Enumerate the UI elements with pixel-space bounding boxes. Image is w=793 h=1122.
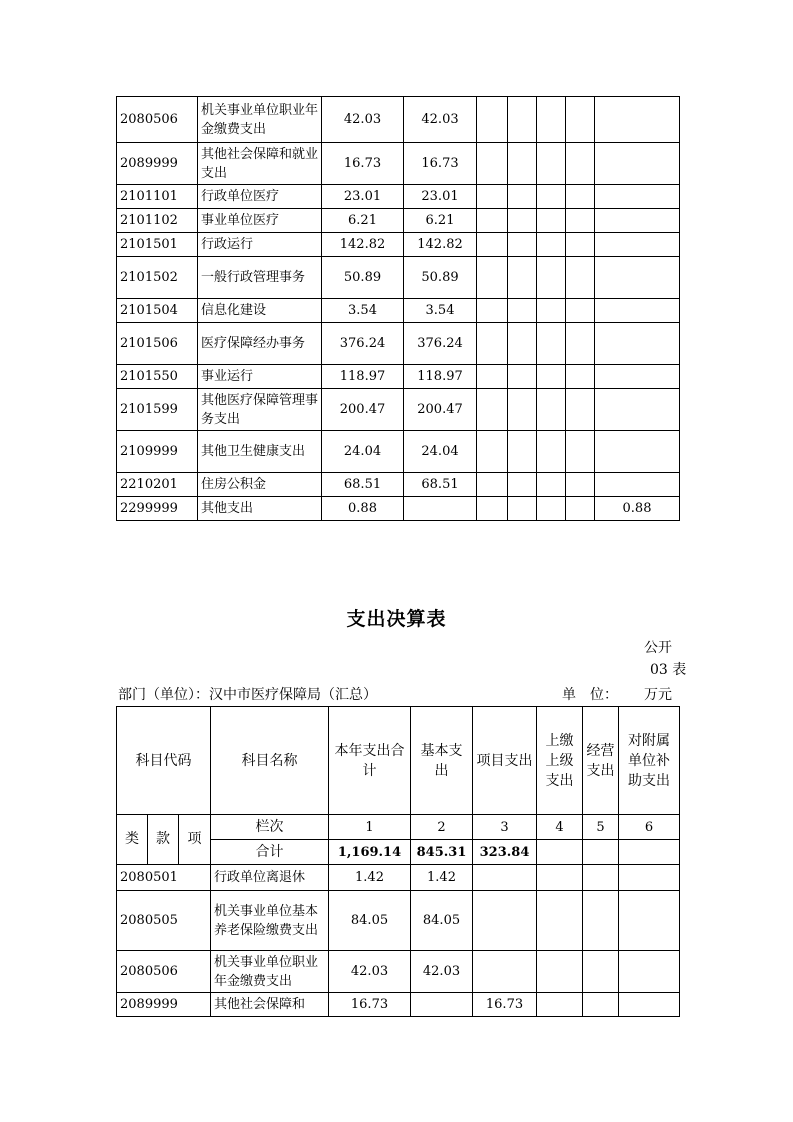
cell-total: 3.54 <box>322 299 404 323</box>
cell-subsidy <box>619 951 680 993</box>
header-code: 科目代码 <box>117 707 211 815</box>
header-upper: 上缴上级支出 <box>537 707 583 815</box>
cell-code: 2089999 <box>117 143 198 185</box>
cell-c7 <box>537 497 566 521</box>
column-index-6: 6 <box>619 815 680 840</box>
cell-c6 <box>508 431 537 473</box>
cell-c5 <box>477 473 508 497</box>
cell-c9 <box>595 365 680 389</box>
cell-name: 其他卫生健康支出 <box>198 431 322 473</box>
cell-c5 <box>477 97 508 143</box>
cell-c6 <box>508 185 537 209</box>
cell-c9 <box>595 209 680 233</box>
cell-subsidy <box>619 865 680 891</box>
cell-business <box>583 993 619 1017</box>
sum-total: 1,169.14 <box>329 840 411 865</box>
cell-c8 <box>566 143 595 185</box>
cell-code: 2080505 <box>117 891 211 951</box>
cell-c8 <box>566 497 595 521</box>
table-row <box>117 389 680 431</box>
cell-c6 <box>508 257 537 299</box>
cell-basic: 42.03 <box>404 97 477 143</box>
cell-name: 机关事业单位基本养老保险缴费支出 <box>211 891 329 951</box>
table-row <box>117 209 680 233</box>
cell-basic: 50.89 <box>404 257 477 299</box>
cell-c9: 0.88 <box>595 497 680 521</box>
cell-c6 <box>508 323 537 365</box>
cell-basic <box>404 497 477 521</box>
cell-total: 68.51 <box>322 473 404 497</box>
cell-c7 <box>537 299 566 323</box>
cell-code: 2101101 <box>117 185 198 209</box>
column-index-1: 1 <box>329 815 411 840</box>
cell-c5 <box>477 299 508 323</box>
table-row <box>117 97 680 143</box>
cell-c7 <box>537 257 566 299</box>
cell-code: 2080501 <box>117 865 211 891</box>
cell-c5 <box>477 233 508 257</box>
table-row <box>117 431 680 473</box>
cell-basic: 84.05 <box>411 891 473 951</box>
cell-c8 <box>566 323 595 365</box>
cell-total: 200.47 <box>322 389 404 431</box>
cell-c5 <box>477 365 508 389</box>
cell-c6 <box>508 473 537 497</box>
cell-total: 16.73 <box>329 993 411 1017</box>
column-index-4: 4 <box>537 815 583 840</box>
cell-code: 2101502 <box>117 257 198 299</box>
cell-basic: 42.03 <box>411 951 473 993</box>
cell-c5 <box>477 389 508 431</box>
cell-total: 84.05 <box>329 891 411 951</box>
continued-expense-table <box>116 96 680 521</box>
cell-code: 2299999 <box>117 497 198 521</box>
table-row <box>117 951 680 993</box>
cell-code: 2101102 <box>117 209 198 233</box>
cell-c5 <box>477 257 508 299</box>
header-total: 本年支出合计 <box>329 707 411 815</box>
cell-c9 <box>595 185 680 209</box>
cell-total: 23.01 <box>322 185 404 209</box>
cell-c8 <box>566 431 595 473</box>
cell-name: 机关事业单位职业年金缴费支出 <box>198 97 322 143</box>
cell-name: 行政单位医疗 <box>198 185 322 209</box>
cell-name: 机关事业单位职业年金缴费支出 <box>211 951 329 993</box>
cell-project <box>473 951 537 993</box>
cell-c6 <box>508 233 537 257</box>
cell-basic: 1.42 <box>411 865 473 891</box>
table-row <box>117 891 680 951</box>
cell-total: 118.97 <box>322 365 404 389</box>
cell-c7 <box>537 185 566 209</box>
cell-c9 <box>595 389 680 431</box>
cell-business <box>583 891 619 951</box>
cell-c7 <box>537 431 566 473</box>
table-number: 03 表 <box>650 662 687 678</box>
cell-c6 <box>508 209 537 233</box>
cell-name: 其他社会保障和 <box>211 993 329 1017</box>
table-row <box>117 233 680 257</box>
cell-c9 <box>595 233 680 257</box>
unit-label: 单 位： <box>562 687 618 703</box>
cell-c5 <box>477 209 508 233</box>
cell-total: 42.03 <box>329 951 411 993</box>
column-index-3: 3 <box>473 815 537 840</box>
table-row <box>117 365 680 389</box>
cell-name: 其他社会保障和就业支出 <box>198 143 322 185</box>
cell-name: 信息化建设 <box>198 299 322 323</box>
cell-code: 2089999 <box>117 993 211 1017</box>
expenditure-table <box>116 706 680 1017</box>
cell-c5 <box>477 323 508 365</box>
column-index-5: 5 <box>583 815 619 840</box>
cell-c8 <box>566 233 595 257</box>
cell-name: 行政单位离退休 <box>211 865 329 891</box>
cell-basic: 142.82 <box>404 233 477 257</box>
cell-business <box>583 951 619 993</box>
cell-c8 <box>566 257 595 299</box>
cell-c9 <box>595 473 680 497</box>
cell-c9 <box>595 143 680 185</box>
cell-upper <box>537 951 583 993</box>
cell-name: 医疗保障经办事务 <box>198 323 322 365</box>
cell-basic: 23.01 <box>404 185 477 209</box>
department-label: 部门（单位）：汉中市医疗保障局（汇总） <box>118 687 377 703</box>
header-kuan: 款 <box>148 815 179 865</box>
cell-c7 <box>537 143 566 185</box>
cell-upper <box>537 993 583 1017</box>
cell-c7 <box>537 473 566 497</box>
cell-basic <box>411 993 473 1017</box>
cell-total: 0.88 <box>322 497 404 521</box>
cell-basic: 3.54 <box>404 299 477 323</box>
cell-total: 1.42 <box>329 865 411 891</box>
header-xiang: 项 <box>179 815 211 865</box>
cell-code: 2080506 <box>117 951 211 993</box>
public-label: 公开 <box>644 640 672 656</box>
cell-basic: 200.47 <box>404 389 477 431</box>
cell-code: 2101550 <box>117 365 198 389</box>
cell-c5 <box>477 143 508 185</box>
cell-name: 事业运行 <box>198 365 322 389</box>
cell-project <box>473 891 537 951</box>
cell-name: 事业单位医疗 <box>198 209 322 233</box>
cell-code: 2210201 <box>117 473 198 497</box>
table-row <box>117 143 680 185</box>
cell-project: 16.73 <box>473 993 537 1017</box>
cell-c8 <box>566 299 595 323</box>
cell-project <box>473 865 537 891</box>
cell-c7 <box>537 323 566 365</box>
cell-c8 <box>566 473 595 497</box>
cell-c7 <box>537 97 566 143</box>
cell-basic: 68.51 <box>404 473 477 497</box>
cell-code: 2101501 <box>117 233 198 257</box>
cell-c5 <box>477 497 508 521</box>
table-row <box>117 299 680 323</box>
sum-basic: 845.31 <box>411 840 473 865</box>
cell-code: 2080506 <box>117 97 198 143</box>
cell-basic: 16.73 <box>404 143 477 185</box>
cell-name: 其他医疗保障管理事务支出 <box>198 389 322 431</box>
cell-total: 376.24 <box>322 323 404 365</box>
cell-subsidy <box>619 993 680 1017</box>
cell-total: 42.03 <box>322 97 404 143</box>
cell-c6 <box>508 497 537 521</box>
cell-total: 24.04 <box>322 431 404 473</box>
cell-c7 <box>537 233 566 257</box>
sum-business <box>583 840 619 865</box>
unit-value: 万元 <box>644 687 672 703</box>
cell-c5 <box>477 431 508 473</box>
cell-name: 行政运行 <box>198 233 322 257</box>
table-row <box>117 185 680 209</box>
header-project: 项目支出 <box>473 707 537 815</box>
cell-code: 2101504 <box>117 299 198 323</box>
cell-c6 <box>508 299 537 323</box>
cell-c9 <box>595 299 680 323</box>
cell-c9 <box>595 323 680 365</box>
cell-subsidy <box>619 891 680 951</box>
cell-total: 142.82 <box>322 233 404 257</box>
cell-c6 <box>508 365 537 389</box>
header-name: 科目名称 <box>211 707 329 815</box>
sum-subsidy <box>619 840 680 865</box>
cell-upper <box>537 891 583 951</box>
cell-c6 <box>508 97 537 143</box>
cell-total: 50.89 <box>322 257 404 299</box>
header-subsidy: 对附属单位补助支出 <box>619 707 680 815</box>
page-title: 支出决算表 <box>346 608 447 630</box>
cell-c8 <box>566 185 595 209</box>
header-lei: 类 <box>117 815 148 865</box>
table-row <box>117 497 680 521</box>
cell-c9 <box>595 257 680 299</box>
cell-code: 2101599 <box>117 389 198 431</box>
cell-c8 <box>566 209 595 233</box>
cell-c8 <box>566 389 595 431</box>
header-business: 经营支出 <box>583 707 619 815</box>
header-basic: 基本支出 <box>411 707 473 815</box>
sum-upper <box>537 840 583 865</box>
cell-basic: 24.04 <box>404 431 477 473</box>
cell-c8 <box>566 365 595 389</box>
cell-basic: 118.97 <box>404 365 477 389</box>
cell-basic: 376.24 <box>404 323 477 365</box>
cell-upper <box>537 865 583 891</box>
table-row <box>117 993 680 1017</box>
column-index-2: 2 <box>411 815 473 840</box>
cell-name: 一般行政管理事务 <box>198 257 322 299</box>
cell-c5 <box>477 185 508 209</box>
cell-c7 <box>537 209 566 233</box>
cell-total: 6.21 <box>322 209 404 233</box>
table-row <box>117 257 680 299</box>
cell-code: 2109999 <box>117 431 198 473</box>
cell-c6 <box>508 389 537 431</box>
cell-basic: 6.21 <box>404 209 477 233</box>
table-row <box>117 473 680 497</box>
sum-label: 合计 <box>211 840 329 865</box>
table-row <box>117 323 680 365</box>
cell-c6 <box>508 143 537 185</box>
table-row <box>117 865 680 891</box>
cell-c9 <box>595 97 680 143</box>
cell-c7 <box>537 389 566 431</box>
cell-business <box>583 865 619 891</box>
cell-total: 16.73 <box>322 143 404 185</box>
cell-code: 2101506 <box>117 323 198 365</box>
column-index-label: 栏次 <box>211 815 329 840</box>
sum-project: 323.84 <box>473 840 537 865</box>
cell-name: 住房公积金 <box>198 473 322 497</box>
cell-c7 <box>537 365 566 389</box>
cell-name: 其他支出 <box>198 497 322 521</box>
cell-c8 <box>566 97 595 143</box>
cell-c9 <box>595 431 680 473</box>
